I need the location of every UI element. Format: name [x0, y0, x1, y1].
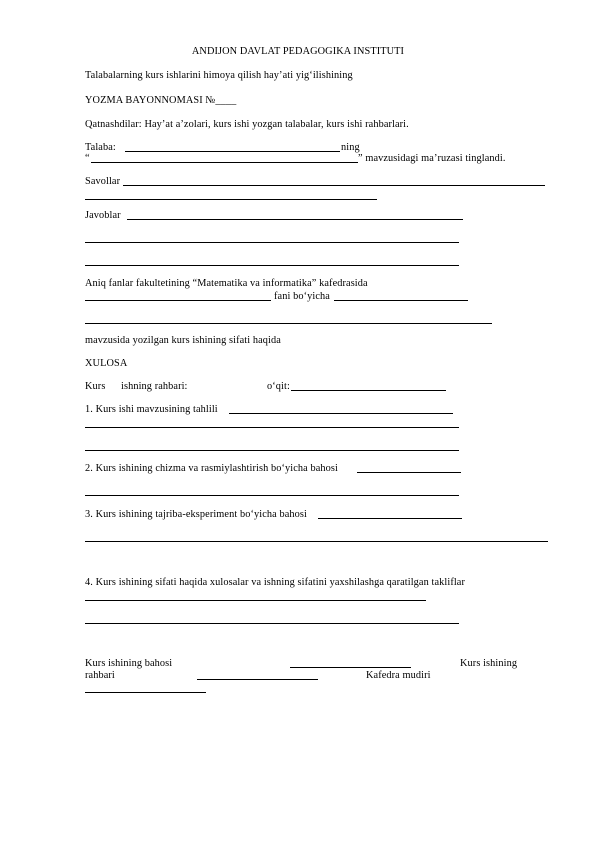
conclusion-heading: XULOSA: [85, 358, 128, 369]
supervisor-name-field[interactable]: [291, 390, 446, 391]
topic-long-field[interactable]: [85, 323, 492, 324]
grade-field[interactable]: [290, 667, 411, 668]
item-2-label: 2. Kurs ishining chizma va rasmiylashtirish bo‘yicha bahosi: [85, 463, 338, 474]
supervisor-sign-label-a: Kurs ishining: [460, 658, 518, 669]
item-1-label: 1. Kurs ishi mavzusining tahlili: [85, 404, 218, 415]
student-suffix: ning: [341, 142, 360, 153]
supervisor-sign-label-b: rahbari: [85, 670, 115, 681]
item-1-field-b[interactable]: [85, 427, 459, 428]
institute-title: ANDIJON DAVLAT PEDAGOGIKA INSTITUTI: [191, 46, 405, 57]
item-3-field[interactable]: [318, 518, 462, 519]
subject-extra-field[interactable]: [334, 300, 468, 301]
questions-field-1[interactable]: [123, 185, 545, 186]
section-divider: [85, 541, 548, 542]
student-label: Talaba:: [85, 142, 116, 153]
supervisor-kurs: Kurs: [85, 381, 106, 392]
supervisor-role: ishning rahbari:: [121, 381, 188, 392]
item-1-field-c[interactable]: [85, 450, 459, 451]
item-4-label: 4. Kurs ishining sifati haqida xulosalar va ishning sifatini yaxshilashga qaratilgan takliflar: [85, 577, 466, 588]
head-sign-label: Kafedra mudiri: [366, 670, 431, 681]
document-name: YOZMA BAYONNOMASI №____: [85, 95, 237, 106]
topic-field[interactable]: [91, 162, 358, 163]
questions-field-2[interactable]: [85, 199, 377, 200]
item-2-field-a[interactable]: [357, 472, 461, 473]
questions-label: Savollar: [85, 176, 121, 187]
supervisor-teacher: o‘qit:: [267, 381, 290, 392]
faculty-line: Aniq fanlar fakultetining “Matematika va informatika” kafedrasida: [85, 278, 368, 289]
topic-open-quote: “: [85, 153, 90, 164]
supervisor-sign-field[interactable]: [197, 679, 318, 680]
item-3-label: 3. Kurs ishining tajriba-eksperiment bo‘yicha bahosi: [85, 509, 307, 520]
grade-label: Kurs ishining bahosi: [85, 658, 173, 669]
intro-line: Talabalarning kurs ishlarini himoya qilish hay’ati yig‘ilishining: [85, 70, 353, 81]
student-name-field[interactable]: [125, 151, 340, 152]
item-2-field-b[interactable]: [85, 495, 459, 496]
topic-close-text: ” mavzusidagi ma’ruzasi tinglandi.: [358, 153, 506, 164]
answers-field-2[interactable]: [85, 242, 459, 243]
answers-field-1[interactable]: [127, 219, 463, 220]
participants-line: Qatnashdilar: Hay’at a’zolari, kurs ishi yozgan talabalar, kurs ishi rahbarlari.: [85, 119, 409, 130]
item-4-field-a[interactable]: [85, 600, 426, 601]
item-1-field-a[interactable]: [229, 413, 453, 414]
item-4-field-b[interactable]: [85, 623, 459, 624]
subject-suffix: fani bo‘yicha: [274, 291, 330, 302]
topic-quality-line: mavzusida yozilgan kurs ishining sifati haqida: [85, 335, 281, 346]
subject-field[interactable]: [85, 300, 271, 301]
head-sign-field[interactable]: [85, 692, 206, 693]
answers-field-3[interactable]: [85, 265, 459, 266]
answers-label: Javoblar: [85, 210, 121, 221]
